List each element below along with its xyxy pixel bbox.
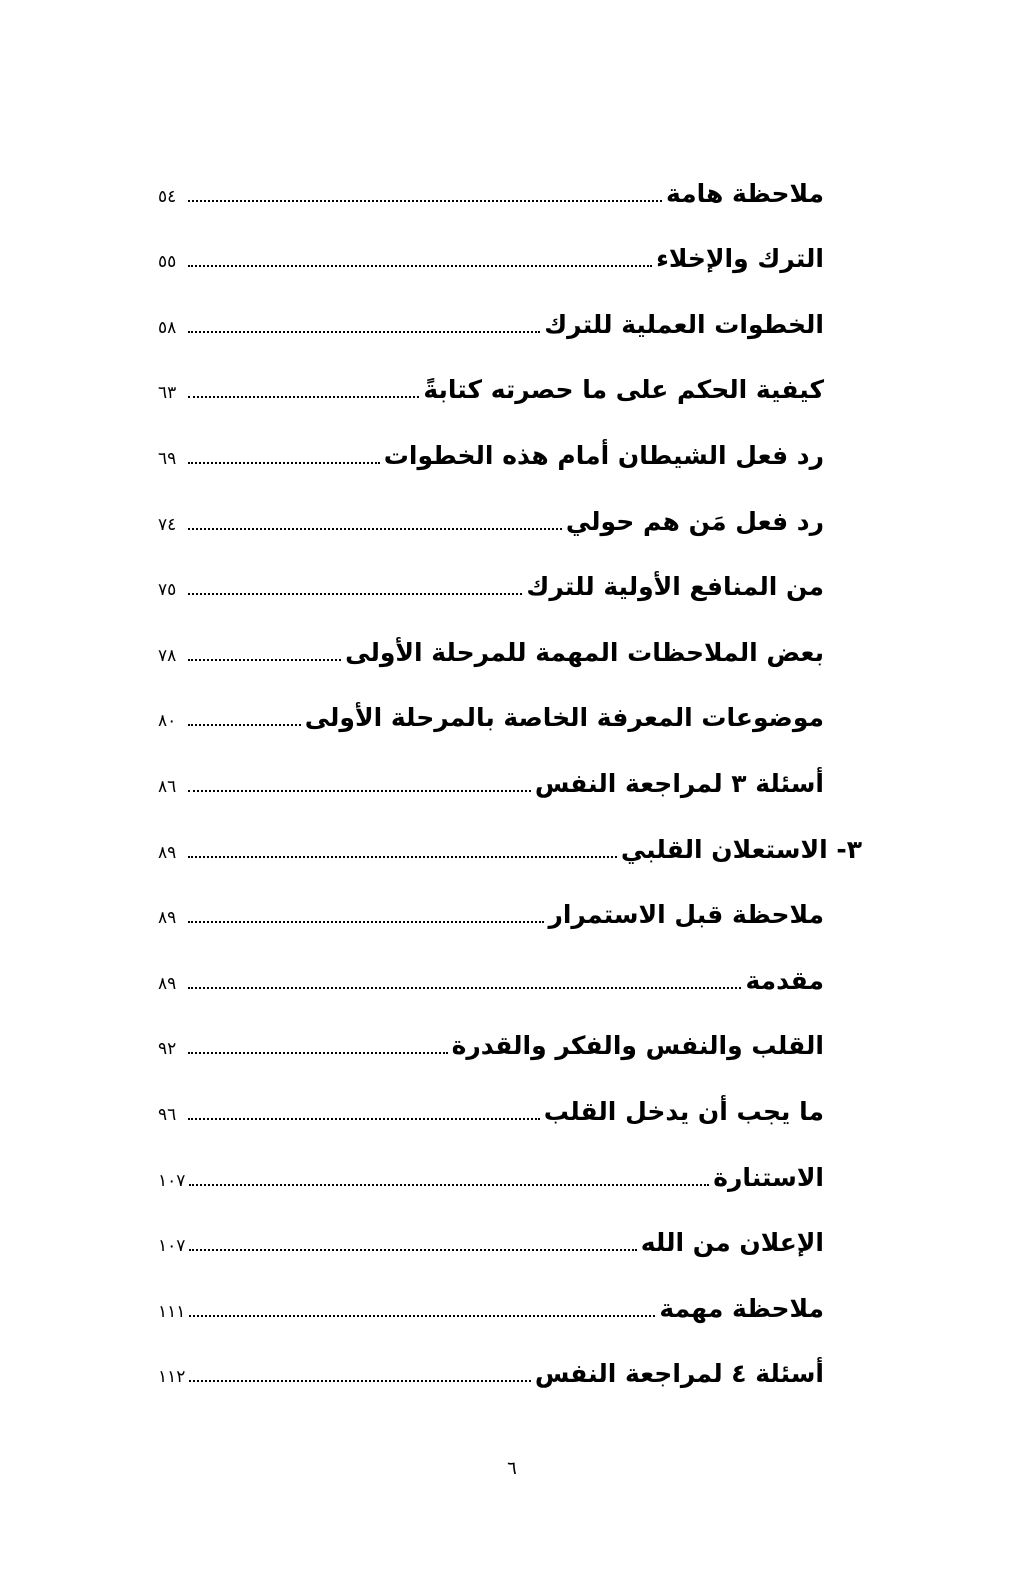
- toc-entry-page: ٧٨: [158, 645, 177, 666]
- toc-entry: [158, 281, 824, 347]
- toc-entry-page: ٦٩: [158, 448, 177, 469]
- toc-entry-page: ٥٨: [158, 317, 177, 338]
- toc-entry-page: ١١٢: [158, 1367, 186, 1388]
- toc-entry-page: ٥٤: [158, 186, 177, 207]
- toc-entry-title: أسئلة ٣ لمراجعة النفس: [534, 768, 824, 798]
- toc-leader-dots: [188, 200, 662, 202]
- toc-entry-page: ٨٩: [158, 908, 177, 929]
- toc-entry: [158, 150, 824, 216]
- toc-section-title: ٣- الاستعلان القلبي: [620, 834, 862, 864]
- toc-leader-dots: [189, 1315, 655, 1317]
- toc-leader-dots: [188, 593, 522, 595]
- toc-entry: [158, 1134, 824, 1200]
- toc-leader-dots: [188, 987, 741, 989]
- toc-entry: [158, 216, 824, 282]
- toc-entry-page: ٨٠: [158, 711, 177, 732]
- toc-entry-page: ١٠٧: [158, 1170, 186, 1191]
- toc-entry-title: رد فعل الشيطان أمام هذه الخطوات: [383, 440, 824, 470]
- toc-entry-title: كيفية الحكم على ما حصرته كتابةً: [423, 375, 824, 405]
- toc-entry-title: الخطوات العملية للترك: [544, 309, 824, 339]
- toc-leader-dots: [189, 1380, 530, 1382]
- toc-leader-dots: [188, 921, 544, 923]
- toc-entry-page: ١٠٧: [158, 1236, 186, 1257]
- toc-entry-title: الاستنارة: [713, 1162, 824, 1192]
- toc-leader-dots: [189, 1184, 709, 1186]
- toc-entry-title: ملاحظة مهمة: [659, 1293, 824, 1323]
- toc-entry: [158, 1068, 824, 1134]
- toc-entry-title: مقدمة: [745, 965, 824, 995]
- toc-entry-page: ٩٢: [158, 1039, 177, 1060]
- toc-leader-dots: [188, 462, 380, 464]
- toc-entry-page: ٩٦: [158, 1104, 177, 1125]
- toc-section-heading: [158, 806, 862, 872]
- toc-leader-dots: [188, 331, 540, 333]
- toc-leader-dots: [188, 528, 562, 530]
- toc-entry-page: ٦٣: [158, 383, 177, 404]
- toc-entry-page: ٨٦: [158, 776, 177, 797]
- toc-entry: [158, 740, 824, 806]
- toc-entry-title: بعض الملاحظات المهمة للمرحلة الأولى: [345, 637, 824, 667]
- toc-leader-dots: [188, 790, 531, 792]
- toc-entry-page: ١١١: [158, 1301, 186, 1322]
- toc-entry: [158, 347, 824, 413]
- toc-entry: [158, 609, 824, 675]
- toc-leader-dots: [188, 659, 341, 661]
- toc-entry-title: القلب والنفس والفكر والقدرة: [451, 1031, 824, 1061]
- page-number: ٦: [507, 1458, 517, 1479]
- toc-entry: [158, 1331, 824, 1397]
- toc-entry-title: ملاحظة قبل الاستمرار: [548, 900, 824, 930]
- toc-leader-dots: [188, 1052, 448, 1054]
- table-of-contents: [158, 150, 862, 1396]
- toc-leader-dots: [188, 396, 419, 398]
- toc-entry-page: ٨٩: [158, 973, 177, 994]
- toc-entry-title: رد فعل مَن هم حولي: [565, 506, 824, 536]
- toc-entry: [158, 1265, 824, 1331]
- toc-entry: [158, 412, 824, 478]
- toc-entry: [158, 937, 824, 1003]
- toc-entry: [158, 1200, 824, 1266]
- toc-entry-title: أسئلة ٤ لمراجعة النفس: [534, 1359, 824, 1389]
- toc-entry: [158, 478, 824, 544]
- toc-entry-title: ما يجب أن يدخل القلب: [543, 1096, 824, 1126]
- toc-entry: [158, 1003, 824, 1069]
- toc-leader-dots: [188, 265, 652, 267]
- toc-entry-title: الترك والإخلاء: [656, 244, 824, 274]
- toc-entry-page: ٨٩: [158, 842, 177, 863]
- toc-entry: [158, 675, 824, 741]
- toc-entry-page: ٧٤: [158, 514, 177, 535]
- toc-entry-title: الإعلان من الله: [640, 1228, 824, 1258]
- toc-leader-dots: [188, 856, 617, 858]
- toc-entry: [158, 544, 824, 610]
- toc-entry: [158, 872, 824, 938]
- toc-entry-title: موضوعات المعرفة الخاصة بالمرحلة الأولى: [304, 703, 824, 733]
- toc-leader-dots: [189, 1249, 636, 1251]
- toc-entry-page: ٥٥: [158, 252, 177, 273]
- toc-leader-dots: [188, 724, 301, 726]
- toc-entry-title: من المنافع الأولية للترك: [526, 572, 824, 602]
- toc-entry-page: ٧٥: [158, 580, 177, 601]
- toc-entry-title: ملاحظة هامة: [665, 178, 824, 208]
- toc-leader-dots: [188, 1118, 540, 1120]
